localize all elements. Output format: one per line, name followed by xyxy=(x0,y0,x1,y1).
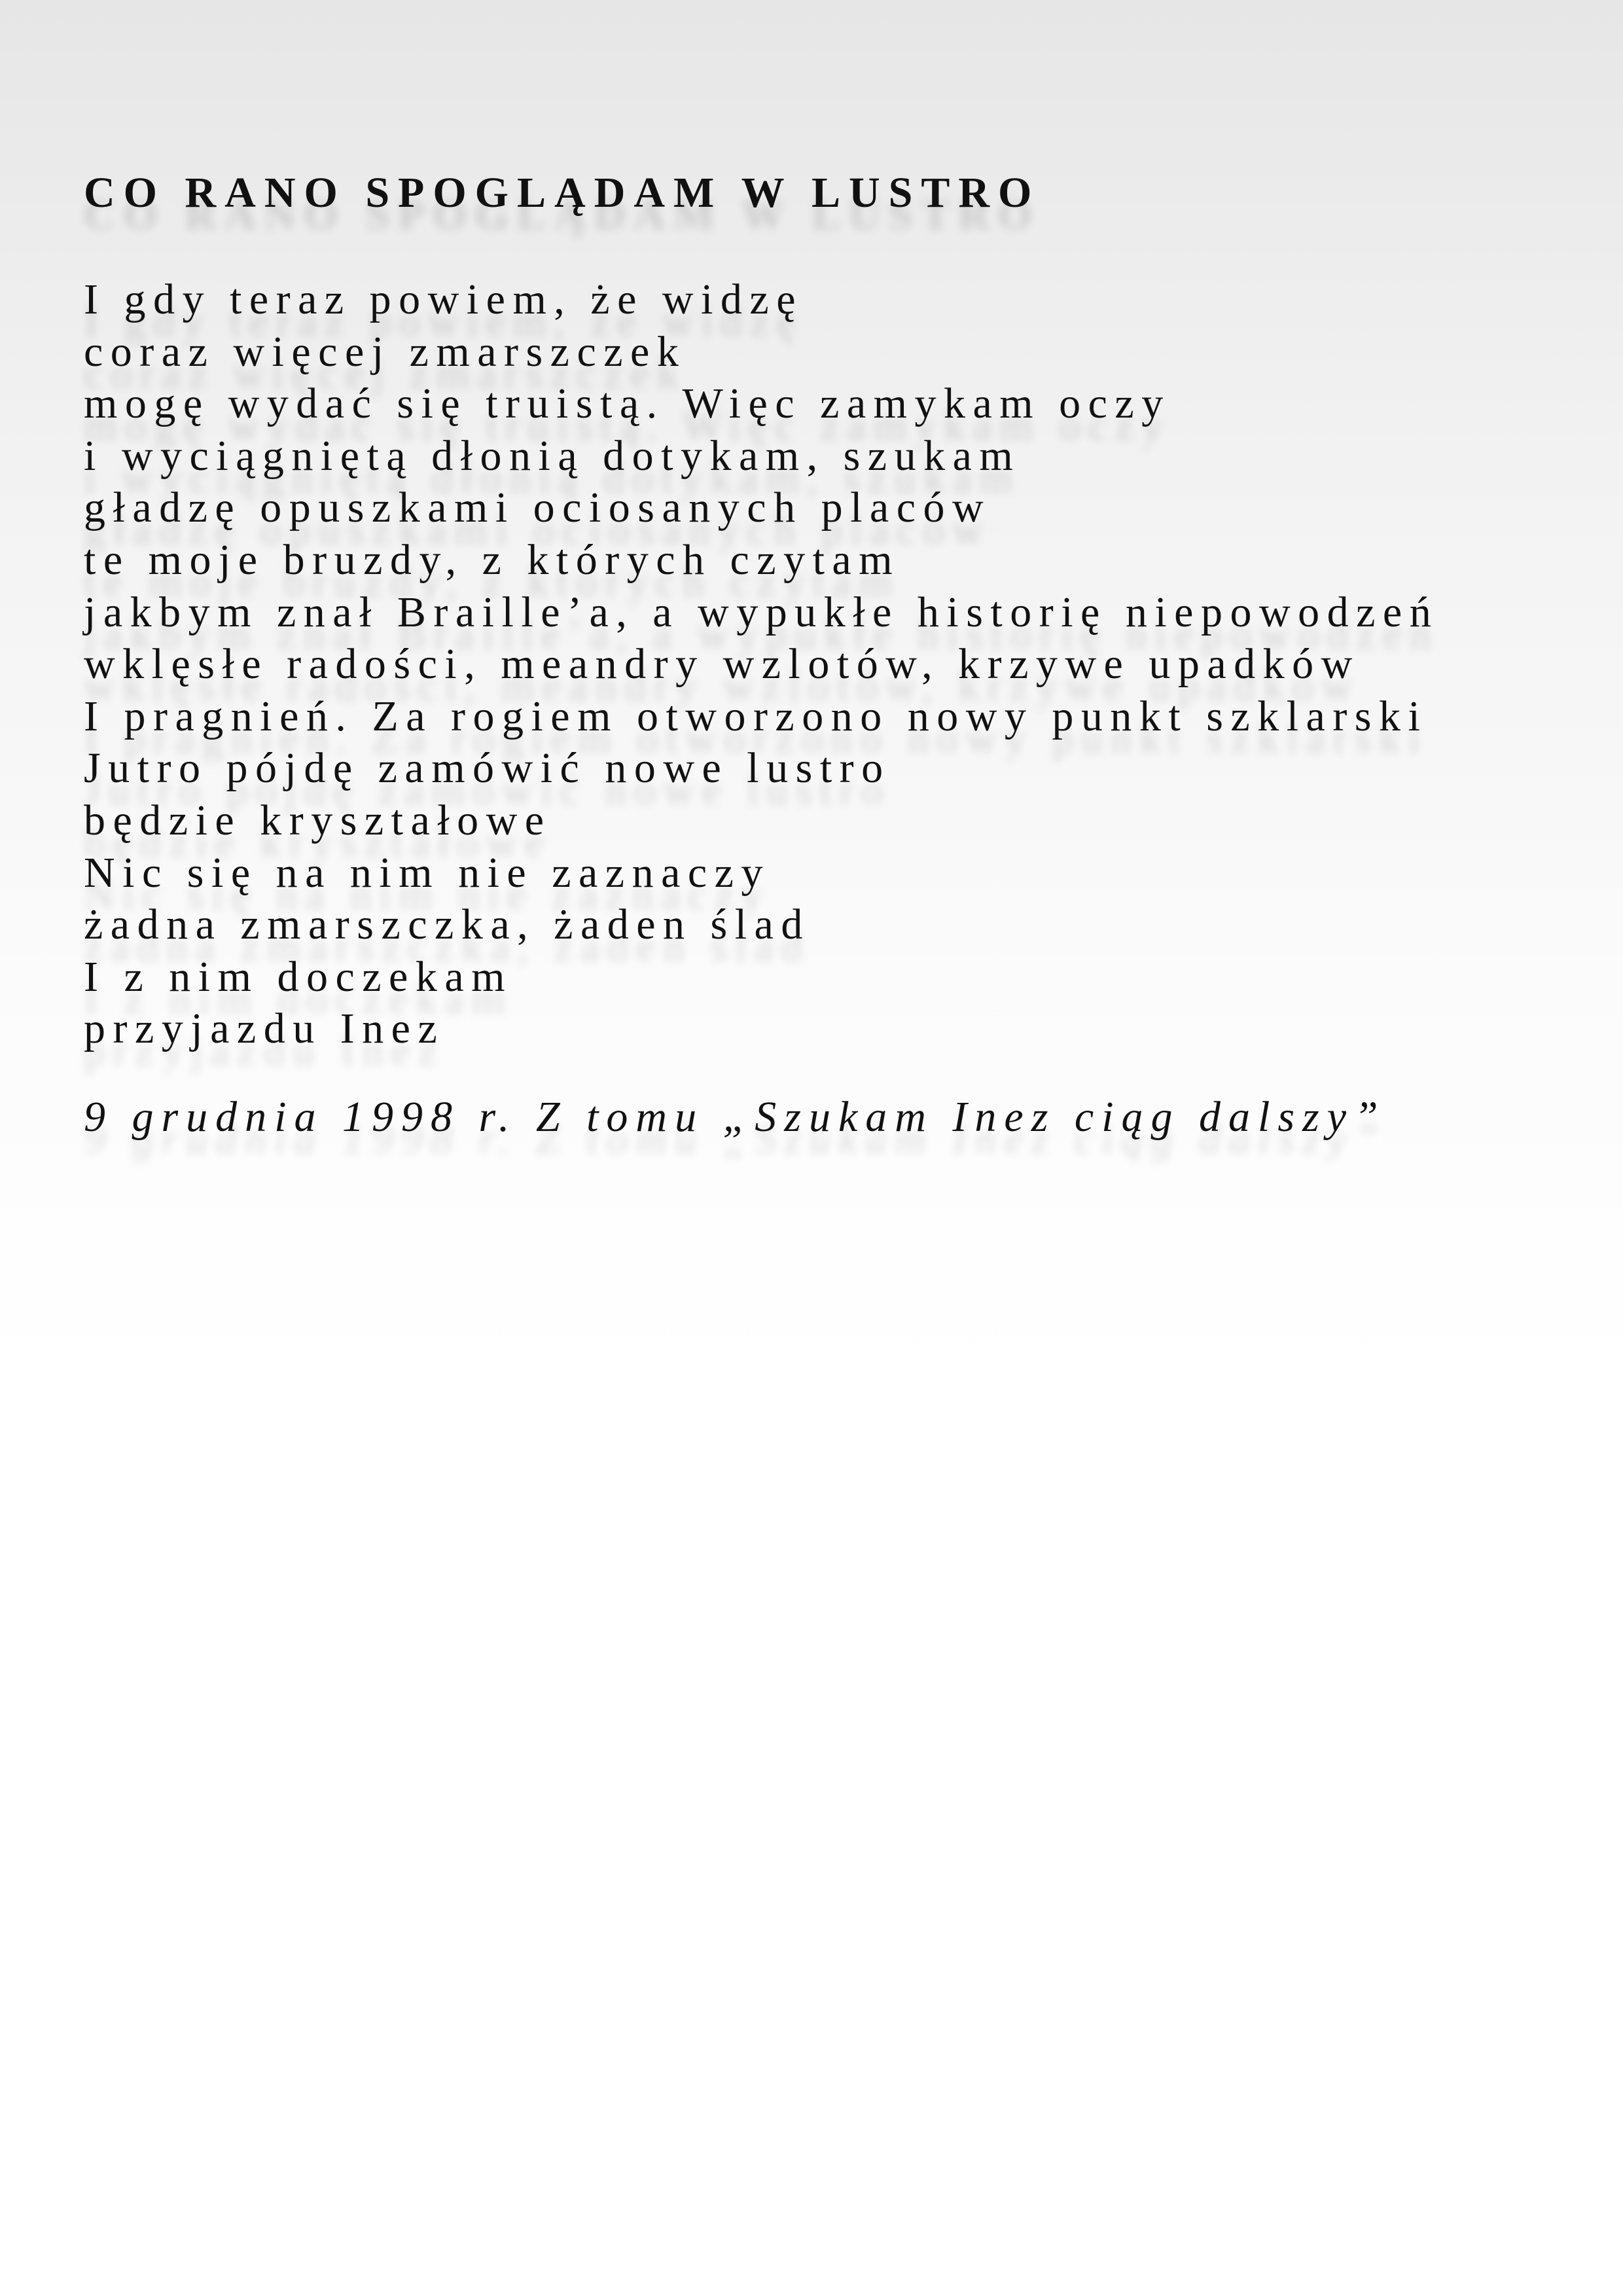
poem-line: i wyciągniętą dłonią dotykam, szukam xyxy=(84,431,1021,480)
poem-line: te moje bruzdy, z których czytam xyxy=(84,535,901,584)
poem-signature: 9 grudnia 1998 r. Z tomu „Szukam Inez ciąg dalszy” xyxy=(84,1092,1386,1141)
poem-container xyxy=(84,167,1556,1143)
poem-line: I z nim doczekam xyxy=(84,952,512,1001)
poem-line: mogę wydać się truistą. Więc zamykam oczy xyxy=(84,380,1171,428)
poem-line: żadna zmarszczka, żaden ślad xyxy=(84,901,810,949)
poem-line: coraz więcej zmarszczek xyxy=(84,327,687,376)
poem-line: przyjazdu Inez xyxy=(84,1005,445,1053)
poem-line: Nic się na nim nie zaznaczy xyxy=(84,848,770,897)
poem-line: gładzę opuszkami ociosanych placów xyxy=(84,484,991,532)
poem-body xyxy=(84,274,1556,1055)
poem-title: CO RANO SPOGLĄDAM W LUSTRO xyxy=(84,169,1041,217)
poem-line: I pragnień. Za rogiem otworzono nowy punkt szklarski xyxy=(84,692,1428,740)
poem-line: jakbym znał Braille’a, a wypukłe historię niepowodzeń xyxy=(84,588,1439,636)
poem-line: będzie kryształowe xyxy=(84,796,552,844)
poem-line: I gdy teraz powiem, że widzę xyxy=(84,276,803,323)
poem-line: wklęsłe radości, meandry wzlotów, krzywe upadków xyxy=(84,640,1360,689)
poem-line: Jutro pójdę zamówić nowe lustro xyxy=(84,744,891,793)
